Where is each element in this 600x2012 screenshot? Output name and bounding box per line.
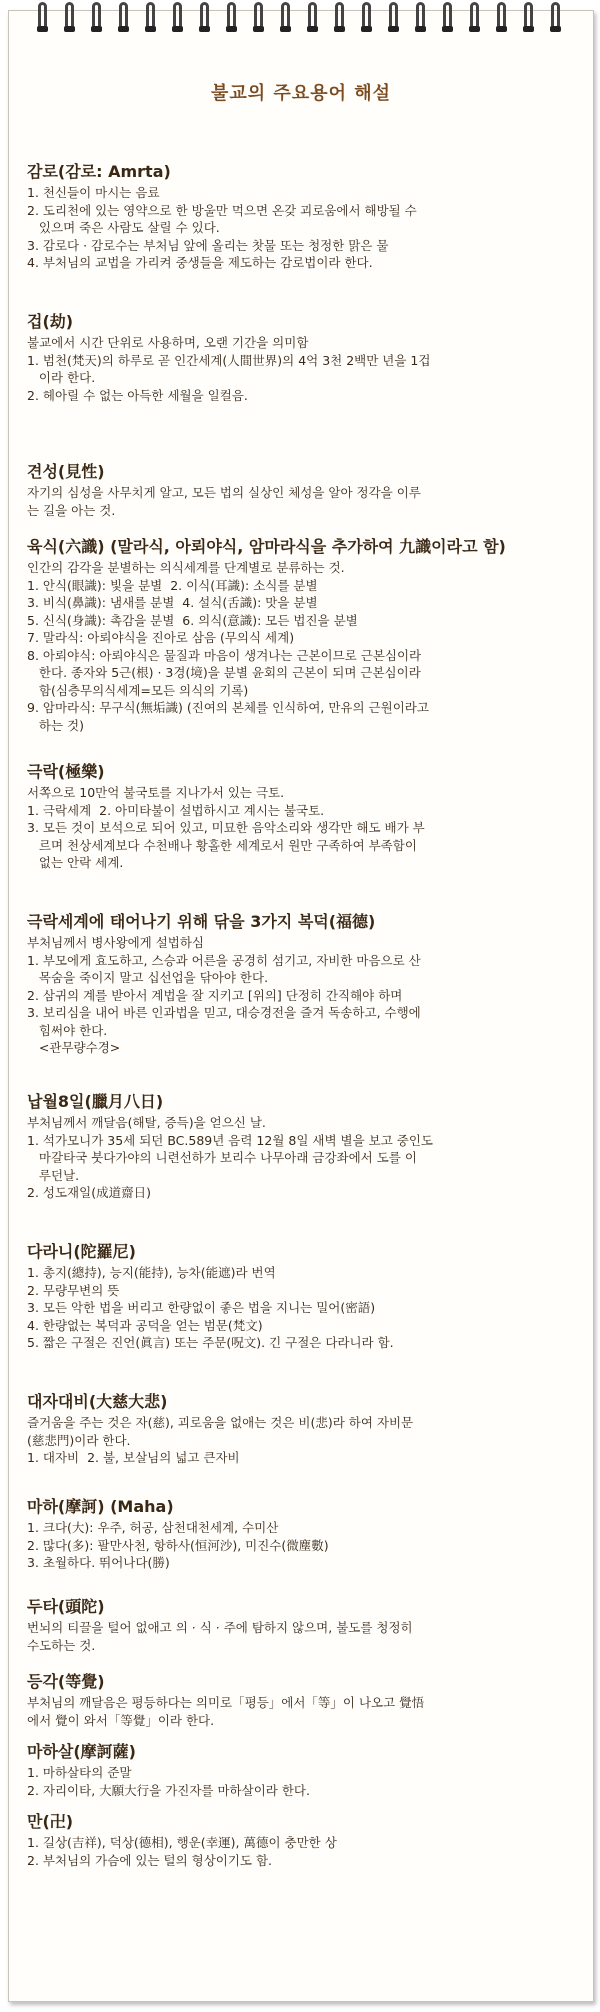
- entry-term: 등각(等覺): [27, 1672, 105, 1691]
- entry-line: <관무량수경>: [27, 1040, 121, 1055]
- binding-ring-icon: [470, 2, 479, 26]
- entry-line: 3. 비식(鼻識): 냄새를 분별 4. 설식(舌識): 맛을 분별: [27, 595, 318, 610]
- glossary-entry: [27, 1811, 583, 1869]
- glossary-entry: [27, 161, 583, 272]
- entry-line: 없는 안락 세계.: [27, 855, 124, 870]
- entry-line: 번뇌의 티끌을 털어 없애고 의 · 식 · 주에 탐하지 않으며, 불도를 청정히: [27, 1620, 413, 1635]
- entry-line: (慈悲門)이라 한다.: [27, 1432, 131, 1448]
- entry-line: 에서 覺이 와서「等覺」이라 한다.: [27, 1712, 215, 1728]
- entry-line: 부처님께서 깨달음(해탈, 증득)을 얻으신 날.: [27, 1115, 266, 1130]
- binding-ring-icon: [389, 2, 398, 26]
- glossary-entry: [27, 911, 583, 1057]
- glossary-entry: [27, 311, 583, 404]
- page-title: 불교의 주요용어 해설: [210, 83, 392, 104]
- entry-line: 힘써야 한다.: [27, 1022, 108, 1038]
- entry-line: 1. 총지(總持), 능지(能持), 능차(能遮)라 번역: [27, 1265, 276, 1280]
- entry-line: 2. 부처님의 가슴에 있는 털의 형상이기도 함.: [27, 1852, 273, 1868]
- spiral-binding: [0, 0, 600, 30]
- binding-ring-icon: [254, 2, 263, 26]
- notebook-page: [8, 10, 594, 2002]
- entry-line: 4. 한량없는 복덕과 공덕을 얻는 범문(梵文): [27, 1317, 263, 1333]
- entry-line: 1. 안식(眼識): 빛을 분별 2. 이식(耳識): 소식를 분별: [27, 577, 318, 593]
- entry-line: 8. 아뢰야식: 아뢰야식은 물질과 마음이 생겨나는 근본이므로 근본심이라: [27, 647, 422, 663]
- entry-line: 3. 모든 것이 보석으로 되어 있고, 미묘한 음악소리와 생각만 해도 배가 부: [27, 820, 425, 835]
- glossary-entry: [27, 1241, 583, 1352]
- glossary-entry: [27, 1671, 583, 1729]
- glossary-entry: [27, 1596, 583, 1654]
- entry-line: 불교에서 시간 단위로 사용하며, 오랜 기간을 의미함: [27, 335, 309, 350]
- binding-ring-icon: [335, 2, 344, 26]
- entry-term: 극락(極樂): [27, 762, 105, 781]
- entry-line: 마갈타국 붓다가야의 니련선하가 보리수 나무아래 금강좌에서 도를 이: [27, 1150, 417, 1165]
- entry-line: 3. 모든 악한 법을 버리고 한량없이 좋은 법을 지니는 밀어(密語): [27, 1300, 376, 1315]
- entry-line: 1. 부모에게 효도하고, 스승과 어른을 공경히 섬기고, 자비한 마음으로 산: [27, 952, 421, 968]
- entry-term: 두타(頭陀): [27, 1597, 105, 1616]
- entry-line: 인간의 감각을 분별하는 의식세계를 단계별로 분류하는 것.: [27, 560, 345, 575]
- binding-ring-icon: [416, 2, 425, 26]
- binding-ring-icon: [146, 2, 155, 26]
- entry-line: 2. 성도재일(成道齋日): [27, 1185, 151, 1200]
- entry-line: 5. 신식(身識): 촉감을 분별 6. 의식(意識): 모든 법진을 분별: [27, 612, 358, 628]
- entry-line: 함(심층무의식세계=모든 의식의 기록): [27, 682, 249, 698]
- binding-ring-icon: [497, 2, 506, 26]
- entry-line: 1. 대자비 2. 불, 보살님의 넓고 큰자비: [27, 1450, 240, 1465]
- entry-line: 7. 말라식: 아뢰야식을 진아로 삼음 (무의식 세계): [27, 630, 295, 645]
- entry-term: 다라니(陀羅尼): [27, 1242, 136, 1261]
- binding-ring-icon: [308, 2, 317, 26]
- glossary-entry: [27, 461, 583, 519]
- entry-line: 2. 도리천에 있는 영약으로 한 방울만 먹으면 온갖 괴로움에서 해방될 수: [27, 202, 417, 218]
- entry-line: 1. 석가모니가 35세 되던 BC.589년 음력 12월 8일 새벽 별을 보고 중인도: [27, 1132, 433, 1148]
- entry-term: 만(卍): [27, 1812, 74, 1831]
- glossary-entry: [27, 761, 583, 872]
- glossary-entry: [27, 1391, 583, 1467]
- entry-line: 수도하는 것.: [27, 1637, 96, 1653]
- entry-line: 1. 마하살타의 준말: [27, 1765, 132, 1780]
- entry-term: 대자대비(大慈大悲): [27, 1392, 168, 1411]
- entry-line: 루던날.: [27, 1167, 80, 1183]
- glossary-entry: [27, 536, 583, 734]
- binding-ring-icon: [227, 2, 236, 26]
- binding-ring-icon: [65, 2, 74, 26]
- entry-line: 1. 길상(吉祥), 덕상(德相), 행운(幸運), 萬德이 충만한 상: [27, 1835, 337, 1850]
- binding-ring-icon: [443, 2, 452, 26]
- entry-line: 부처님께서 병사왕에게 설법하심: [27, 935, 204, 950]
- binding-ring-icon: [119, 2, 128, 26]
- entry-term: 겁(劫): [27, 312, 74, 331]
- entry-line: 목숨을 죽이지 말고 십선업을 닦아야 한다.: [27, 970, 269, 985]
- entry-line: 2. 무량무변의 뜻: [27, 1282, 120, 1298]
- entry-line: 2. 삼귀의 계를 받아서 계법을 잘 지키고 [위의] 단정히 간직해야 하며: [27, 987, 403, 1003]
- entry-line: 3. 보리심을 내어 바른 인과법을 믿고, 대승경전을 즐겨 독송하고, 수행에: [27, 1005, 421, 1020]
- entry-line: 즐거움을 주는 것은 자(慈), 괴로움을 없애는 것은 비(悲)라 하여 자비문: [27, 1415, 414, 1430]
- binding-ring-icon: [92, 2, 101, 26]
- entry-term: 극락세계에 태어나기 위해 닦을 3가지 복덕(福德): [27, 912, 376, 931]
- entry-line: 부처님의 깨달음은 평등하다는 의미로「평등」에서「等」이 나오고 覺悟: [27, 1695, 425, 1710]
- entry-line: 2. 많다(多): 팔만사천, 항하사(恒河沙), 미진수(微塵數): [27, 1537, 329, 1553]
- entry-line: 하는 것): [27, 717, 84, 733]
- entry-term: 견성(見性): [27, 462, 105, 481]
- binding-ring-icon: [551, 2, 560, 26]
- entry-line: 1. 범천(梵天)의 하루로 곧 인간세계(人間世界)의 4억 3천 2백만 년을 1겁: [27, 352, 431, 368]
- glossary-entry: [27, 1091, 583, 1202]
- entry-term: 납월8일(臘月八日): [27, 1092, 164, 1111]
- binding-ring-icon: [524, 2, 533, 26]
- entry-line: 1. 크다(大): 우주, 허공, 삼천대천세계, 수미산: [27, 1520, 279, 1535]
- binding-ring-icon: [281, 2, 290, 26]
- entry-term: 마하(摩訶) (Maha): [27, 1497, 174, 1516]
- binding-ring-icon: [173, 2, 182, 26]
- binding-ring-icon: [38, 2, 47, 26]
- entry-line: 1. 극락세계 2. 아미타불이 설법하시고 계시는 불국토.: [27, 802, 325, 818]
- glossary-entry: [27, 1496, 583, 1572]
- entry-line: 3. 초월하다. 뛰어나다(勝): [27, 1555, 170, 1570]
- entry-line: 5. 짧은 구절은 진언(眞言) 또는 주문(呪文). 긴 구절은 다라니라 함.: [27, 1335, 394, 1350]
- binding-ring-icon: [200, 2, 209, 26]
- binding-ring-icon: [362, 2, 371, 26]
- entry-term: 마하살(摩訶薩): [27, 1742, 136, 1761]
- entry-line: 르며 천상세계보다 수천배나 황홀한 세계로서 원만 구족하여 부족함이: [27, 837, 417, 853]
- entry-line: 4. 부처님의 교법을 가리켜 중생들을 제도하는 감로법이라 한다.: [27, 255, 373, 270]
- entry-line: 자기의 심성을 사무치게 알고, 모든 법의 실상인 체성을 알아 정각을 이루: [27, 485, 421, 500]
- entry-line: 1. 천신들이 마시는 음료: [27, 185, 160, 200]
- entry-line: 3. 감로다 · 감로수는 부처님 앞에 올리는 찻물 또는 청정한 맑은 물: [27, 237, 389, 253]
- entry-term: 감로(감로: Amrta): [27, 162, 171, 181]
- entry-line: 는 길을 아는 것.: [27, 502, 116, 518]
- entry-line: 9. 암마라식: 무구식(無垢識) (진여의 본체를 인식하여, 만유의 근원이라고: [27, 700, 429, 715]
- entry-term: 육식(六識) (말라식, 아뢰야식, 암마라식을 추가하여 九識이라고 함): [27, 537, 506, 556]
- entry-line: 한다. 종자와 5근(根) · 3경(境)을 분별 윤회의 근본이 되며 근본심이라: [27, 665, 421, 680]
- entry-line: 2. 자리이타, 大願大行을 가진자를 마하살이라 한다.: [27, 1782, 310, 1798]
- entry-line: 2. 헤아릴 수 없는 아득한 세월을 일컬음.: [27, 387, 248, 403]
- glossary-entry: [27, 1741, 583, 1799]
- entry-line: 이라 한다.: [27, 370, 96, 385]
- entry-line: 있으며 죽은 사람도 살릴 수 있다.: [27, 220, 220, 235]
- entry-line: 서쪽으로 10만억 불국토를 지나가서 있는 극토.: [27, 785, 285, 800]
